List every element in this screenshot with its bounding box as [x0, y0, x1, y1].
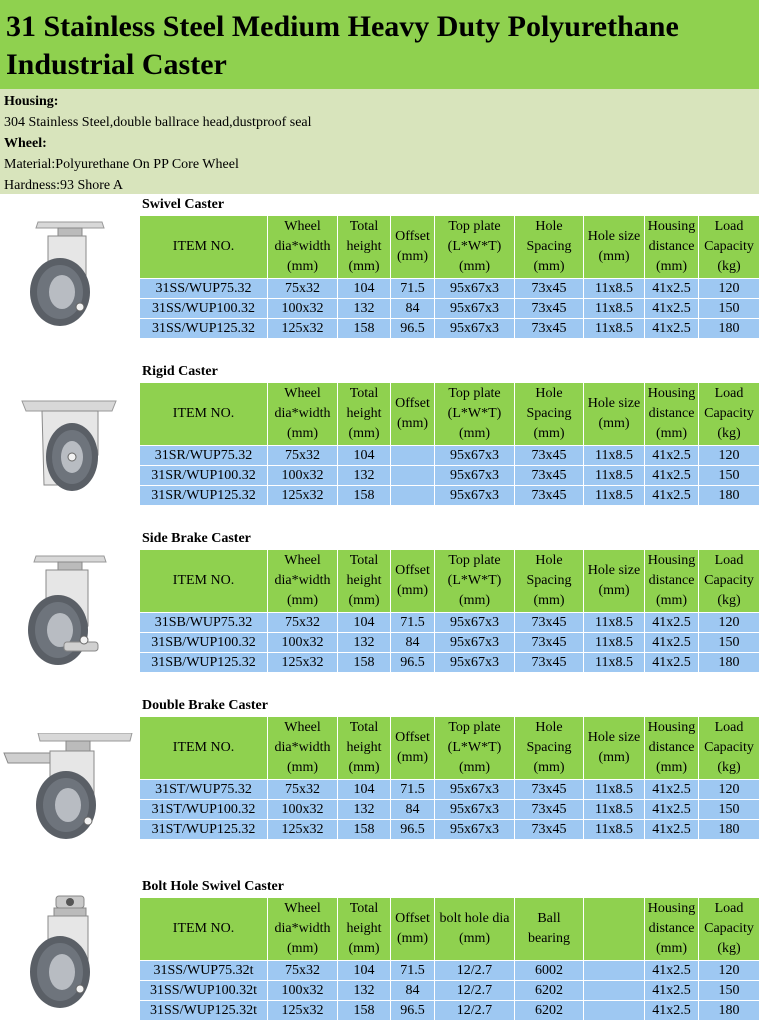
table-cell: 95x67x3 — [435, 319, 515, 339]
table-cell: 31SR/WUP75.32 — [140, 446, 268, 466]
header-cell: Offset (mm) — [391, 550, 435, 613]
table-cell: 12/2.7 — [435, 961, 515, 981]
header-cell: Total height (mm) — [338, 216, 391, 279]
table-cell: 125x32 — [268, 486, 338, 506]
table-cell: 11x8.5 — [584, 319, 645, 339]
header-cell: Top plate (L*W*T) (mm) — [435, 550, 515, 613]
table-cell: 12/2.7 — [435, 1001, 515, 1021]
table-cell: 31SS/WUP75.32t — [140, 961, 268, 981]
table-cell: 31SS/WUP75.32 — [140, 279, 268, 299]
header-cell: Housing distance (mm) — [645, 717, 699, 780]
table-cell: 96.5 — [391, 1001, 435, 1021]
table-cell: 11x8.5 — [584, 800, 645, 820]
table-cell: 11x8.5 — [584, 466, 645, 486]
table-cell: 104 — [338, 613, 391, 633]
section-title: Swivel Caster — [142, 197, 225, 212]
table-row — [140, 279, 759, 299]
table-cell: 41x2.5 — [645, 319, 699, 339]
table-cell: 41x2.5 — [645, 800, 699, 820]
table-cell — [391, 446, 435, 466]
table-cell: 180 — [699, 486, 759, 506]
table-cell: 100x32 — [268, 466, 338, 486]
header-cell: Total height (mm) — [338, 383, 391, 446]
table-cell: 41x2.5 — [645, 279, 699, 299]
table-cell: 41x2.5 — [645, 486, 699, 506]
table-cell: 95x67x3 — [435, 820, 515, 840]
table-cell: 11x8.5 — [584, 653, 645, 673]
table-cell: 75x32 — [268, 961, 338, 981]
table-header-row — [140, 550, 759, 613]
table-cell: 73x45 — [515, 299, 584, 319]
table-cell: 75x32 — [268, 613, 338, 633]
table-cell: 125x32 — [268, 820, 338, 840]
header-cell: Hole size (mm) — [584, 383, 645, 446]
wheel-label: Wheel: — [4, 136, 47, 151]
table-cell: 41x2.5 — [645, 613, 699, 633]
table-cell: 75x32 — [268, 279, 338, 299]
table-cell: 96.5 — [391, 653, 435, 673]
table-cell: 31SS/WUP125.32t — [140, 1001, 268, 1021]
table-cell: 73x45 — [515, 820, 584, 840]
table-cell: 73x45 — [515, 486, 584, 506]
table-cell: 31SR/WUP100.32 — [140, 466, 268, 486]
table-cell: 84 — [391, 981, 435, 1001]
table-cell: 6202 — [515, 1001, 584, 1021]
table-row — [140, 981, 759, 1001]
table-cell: 73x45 — [515, 633, 584, 653]
table-cell: 125x32 — [268, 1001, 338, 1021]
header-cell: Housing distance (mm) — [645, 898, 699, 961]
header-cell: ITEM NO. — [140, 550, 268, 613]
table-cell: 95x67x3 — [435, 466, 515, 486]
table-cell: 125x32 — [268, 653, 338, 673]
table-cell: 75x32 — [268, 780, 338, 800]
table-cell: 41x2.5 — [645, 299, 699, 319]
table-cell: 150 — [699, 466, 759, 486]
table-cell: 31SR/WUP125.32 — [140, 486, 268, 506]
table-cell: 41x2.5 — [645, 653, 699, 673]
header-cell: Offset (mm) — [391, 898, 435, 961]
table-cell: 95x67x3 — [435, 780, 515, 800]
housing-label: Housing: — [4, 94, 59, 109]
table-cell: 41x2.5 — [645, 961, 699, 981]
header-cell: bolt hole dia (mm) — [435, 898, 515, 961]
double-brake-caster-photo-icon — [0, 733, 138, 843]
header-cell: Hole size (mm) — [584, 717, 645, 780]
section-title: Rigid Caster — [142, 364, 218, 379]
header-cell: Top plate (L*W*T) (mm) — [435, 216, 515, 279]
header-cell: Load Capacity (kg) — [699, 550, 759, 613]
page-title: 31 Stainless Steel Medium Heavy Duty Polyurethane Industrial Caster — [0, 0, 759, 89]
rigid-caster-photo-icon — [0, 381, 138, 501]
table-cell: 84 — [391, 633, 435, 653]
table-cell: 100x32 — [268, 981, 338, 1001]
table-cell: 71.5 — [391, 780, 435, 800]
table-cell: 95x67x3 — [435, 800, 515, 820]
table-cell: 100x32 — [268, 633, 338, 653]
header-cell: Load Capacity (kg) — [699, 898, 759, 961]
table-cell: 31SB/WUP75.32 — [140, 613, 268, 633]
table-cell: 120 — [699, 446, 759, 466]
wheel-hardness: Hardness:93 Shore A — [4, 178, 123, 193]
table-row — [140, 1001, 759, 1021]
table-cell: 31ST/WUP100.32 — [140, 800, 268, 820]
housing-text: 304 Stainless Steel,double ballrace head,dustproof seal — [4, 115, 312, 130]
table-cell: 125x32 — [268, 319, 338, 339]
table-cell: 158 — [338, 486, 391, 506]
header-cell: Top plate (L*W*T) (mm) — [435, 383, 515, 446]
table-row — [140, 961, 759, 981]
table-row — [140, 466, 759, 486]
table-cell: 6002 — [515, 961, 584, 981]
header-cell: Hole size (mm) — [584, 216, 645, 279]
header-cell: Hole Spacing (mm) — [515, 550, 584, 613]
table-cell: 95x67x3 — [435, 633, 515, 653]
table-cell: 31SS/WUP100.32 — [140, 299, 268, 319]
header-cell: Offset (mm) — [391, 383, 435, 446]
header-cell: ITEM NO. — [140, 717, 268, 780]
spec-table — [139, 897, 759, 1021]
table-cell: 120 — [699, 279, 759, 299]
table-header-row — [140, 216, 759, 279]
table-cell: 11x8.5 — [584, 633, 645, 653]
table-cell: 73x45 — [515, 279, 584, 299]
header-cell: ITEM NO. — [140, 898, 268, 961]
spec-table — [139, 382, 759, 506]
table-cell: 11x8.5 — [584, 299, 645, 319]
table-header-row — [140, 383, 759, 446]
table-cell: 180 — [699, 653, 759, 673]
header-cell: Hole Spacing (mm) — [515, 717, 584, 780]
table-row — [140, 446, 759, 466]
header-cell: Offset (mm) — [391, 216, 435, 279]
table-cell: 150 — [699, 299, 759, 319]
section-swivel-caster — [0, 194, 759, 344]
header-cell: Wheel dia*width (mm) — [268, 717, 338, 780]
table-cell: 104 — [338, 961, 391, 981]
table-cell: 84 — [391, 299, 435, 319]
table-cell: 75x32 — [268, 446, 338, 466]
spec-table — [139, 215, 759, 339]
table-cell: 31SS/WUP125.32 — [140, 319, 268, 339]
header-cell: Hole size (mm) — [584, 550, 645, 613]
table-cell: 132 — [338, 633, 391, 653]
table-row — [140, 486, 759, 506]
table-cell: 73x45 — [515, 466, 584, 486]
table-cell: 104 — [338, 446, 391, 466]
section-rigid-caster — [0, 361, 759, 511]
section-double-brake-caster — [0, 695, 759, 845]
header-cell: Top plate (L*W*T) (mm) — [435, 717, 515, 780]
table-cell: 84 — [391, 800, 435, 820]
table-cell: 120 — [699, 613, 759, 633]
table-cell: 31SB/WUP100.32 — [140, 633, 268, 653]
section-title: Double Brake Caster — [142, 698, 268, 713]
header-cell: Hole Spacing (mm) — [515, 216, 584, 279]
section-bolt-hole-swivel-caster — [0, 876, 759, 1031]
table-cell: 73x45 — [515, 780, 584, 800]
table-row — [140, 633, 759, 653]
table-cell — [391, 466, 435, 486]
table-cell: 96.5 — [391, 319, 435, 339]
table-cell: 132 — [338, 466, 391, 486]
header-cell: Hole Spacing (mm) — [515, 383, 584, 446]
table-cell: 132 — [338, 981, 391, 1001]
table-cell: 95x67x3 — [435, 299, 515, 319]
table-row — [140, 780, 759, 800]
table-cell: 11x8.5 — [584, 279, 645, 299]
table-cell: 95x67x3 — [435, 613, 515, 633]
header-cell: Load Capacity (kg) — [699, 717, 759, 780]
table-cell: 100x32 — [268, 299, 338, 319]
header-cell: Load Capacity (kg) — [699, 216, 759, 279]
table-cell — [584, 961, 645, 981]
header-cell: Housing distance (mm) — [645, 383, 699, 446]
table-cell: 120 — [699, 961, 759, 981]
header-cell: Wheel dia*width (mm) — [268, 383, 338, 446]
table-cell: 95x67x3 — [435, 446, 515, 466]
table-cell: 41x2.5 — [645, 981, 699, 1001]
table-cell: 41x2.5 — [645, 633, 699, 653]
table-cell: 73x45 — [515, 800, 584, 820]
header-cell: Wheel dia*width (mm) — [268, 898, 338, 961]
bolt-hole-swivel-caster-photo-icon — [0, 892, 138, 1017]
section-side-brake-caster — [0, 528, 759, 678]
table-cell: 31ST/WUP125.32 — [140, 820, 268, 840]
header-cell: Total height (mm) — [338, 717, 391, 780]
table-cell: 11x8.5 — [584, 780, 645, 800]
section-title: Side Brake Caster — [142, 531, 251, 546]
table-cell: 150 — [699, 800, 759, 820]
table-row — [140, 653, 759, 673]
table-cell: 6202 — [515, 981, 584, 1001]
header-cell: Total height (mm) — [338, 898, 391, 961]
table-cell: 73x45 — [515, 653, 584, 673]
table-cell: 73x45 — [515, 446, 584, 466]
table-cell: 132 — [338, 299, 391, 319]
table-header-row — [140, 898, 759, 961]
table-cell: 31SB/WUP125.32 — [140, 653, 268, 673]
table-cell: 158 — [338, 1001, 391, 1021]
spec-table — [139, 716, 759, 840]
table-cell: 11x8.5 — [584, 820, 645, 840]
table-cell: 95x67x3 — [435, 486, 515, 506]
table-cell — [584, 981, 645, 1001]
table-row — [140, 800, 759, 820]
table-row — [140, 820, 759, 840]
header-cell: Housing distance (mm) — [645, 550, 699, 613]
header-cell: Offset (mm) — [391, 717, 435, 780]
table-cell: 71.5 — [391, 613, 435, 633]
table-row — [140, 299, 759, 319]
table-cell: 100x32 — [268, 800, 338, 820]
table-header-row — [140, 717, 759, 780]
table-cell: 71.5 — [391, 961, 435, 981]
spec-table — [139, 549, 759, 673]
table-cell: 96.5 — [391, 820, 435, 840]
table-cell: 71.5 — [391, 279, 435, 299]
table-cell: 12/2.7 — [435, 981, 515, 1001]
table-row — [140, 319, 759, 339]
table-cell: 11x8.5 — [584, 446, 645, 466]
table-cell: 31SS/WUP100.32t — [140, 981, 268, 1001]
table-cell: 120 — [699, 780, 759, 800]
table-cell: 104 — [338, 279, 391, 299]
table-cell: 95x67x3 — [435, 653, 515, 673]
table-row — [140, 613, 759, 633]
table-cell: 180 — [699, 820, 759, 840]
swivel-caster-photo-icon — [0, 214, 138, 334]
side-brake-caster-photo-icon — [0, 548, 138, 673]
table-cell: 132 — [338, 800, 391, 820]
header-cell: Wheel dia*width (mm) — [268, 216, 338, 279]
header-cell: Wheel dia*width (mm) — [268, 550, 338, 613]
table-cell: 41x2.5 — [645, 1001, 699, 1021]
spec-summary — [0, 89, 759, 194]
table-cell: 41x2.5 — [645, 780, 699, 800]
table-cell — [584, 1001, 645, 1021]
table-cell: 158 — [338, 319, 391, 339]
header-cell: Housing distance (mm) — [645, 216, 699, 279]
table-cell — [391, 486, 435, 506]
header-cell: ITEM NO. — [140, 383, 268, 446]
table-cell: 150 — [699, 981, 759, 1001]
table-cell: 104 — [338, 780, 391, 800]
table-cell: 180 — [699, 319, 759, 339]
table-cell: 11x8.5 — [584, 613, 645, 633]
table-cell: 73x45 — [515, 319, 584, 339]
table-cell: 180 — [699, 1001, 759, 1021]
header-cell: ITEM NO. — [140, 216, 268, 279]
wheel-material: Material:Polyurethane On PP Core Wheel — [4, 157, 239, 172]
table-cell: 11x8.5 — [584, 486, 645, 506]
table-cell: 41x2.5 — [645, 466, 699, 486]
table-cell: 41x2.5 — [645, 820, 699, 840]
table-cell: 73x45 — [515, 613, 584, 633]
header-cell: Load Capacity (kg) — [699, 383, 759, 446]
table-cell: 31ST/WUP75.32 — [140, 780, 268, 800]
table-cell: 150 — [699, 633, 759, 653]
section-title: Bolt Hole Swivel Caster — [142, 879, 284, 894]
header-cell — [584, 898, 645, 961]
table-cell: 95x67x3 — [435, 279, 515, 299]
header-cell: Ball bearing — [515, 898, 584, 961]
table-cell: 158 — [338, 653, 391, 673]
table-cell: 41x2.5 — [645, 446, 699, 466]
table-cell: 158 — [338, 820, 391, 840]
header-cell: Total height (mm) — [338, 550, 391, 613]
